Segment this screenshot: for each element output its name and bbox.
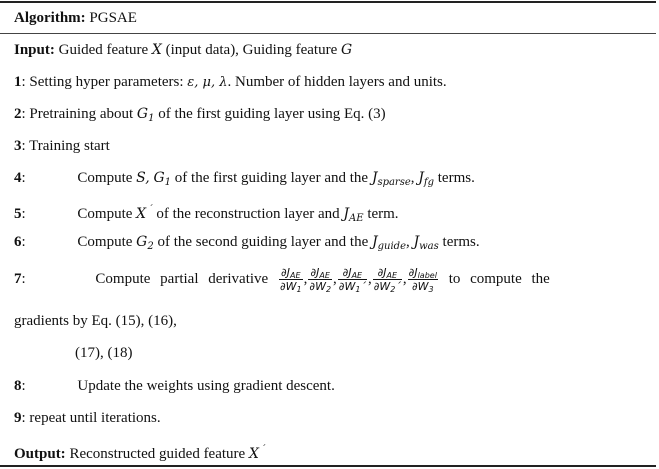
partial-derivative-4: $\frac{\partial J_{AE}}{\partial W_2´}$	[373, 266, 401, 294]
step-9	[14, 408, 161, 428]
step-number: 5	[14, 206, 22, 222]
step-text-2: of the reconstruction layer and	[156, 206, 340, 222]
j-sparse: $J_{sparse}$	[371, 170, 411, 188]
step-text-3: terms.	[437, 170, 475, 186]
var-g2: $G_2$	[136, 234, 154, 252]
input-text-2: (input data), Guiding feature	[165, 42, 338, 58]
output-line	[14, 440, 265, 464]
partial-derivative-1: $\frac{\partial J_{AE}}{\partial W_1}$	[279, 266, 302, 294]
step-text-2: of the first guiding layer using Eq. (3)	[158, 106, 386, 122]
step-4: 4: Compute S, $G_1$ of the first guiding layer and the $J_{sparse}$, $J_{fg}$ terms.	[14, 170, 475, 188]
j-guide: $J_{guide}$	[372, 234, 406, 252]
step-text-2: of the first guiding layer and the	[174, 170, 369, 186]
step-text-2: . Number of hidden layers and units.	[227, 74, 447, 90]
algorithm-header	[14, 8, 137, 28]
step-8: 8: Update the weights using gradient descent.	[14, 378, 335, 394]
step-number: 9	[14, 410, 22, 426]
output-label: Output:	[14, 446, 66, 462]
top-rule	[0, 1, 656, 3]
input-label: Input:	[14, 42, 55, 58]
step-text-3: terms.	[442, 234, 480, 250]
var-g1: $G_1$	[153, 170, 172, 188]
step-text-2: of the second guiding layer and the	[157, 234, 369, 250]
step-number: 1	[14, 74, 22, 90]
var-x-prime: X ´	[136, 205, 153, 222]
step-7-continuation: gradients by Eq. (15), (16),	[14, 313, 177, 329]
algorithm-label: Algorithm:	[14, 10, 86, 26]
var-x: X	[151, 42, 162, 58]
step-3	[14, 136, 110, 156]
step-text: : Pretraining about	[21, 106, 134, 122]
step-text: Update the weights using gradient descent.	[77, 378, 335, 394]
bottom-rule	[0, 465, 656, 467]
input-line	[14, 40, 352, 60]
step-number: 7	[14, 270, 22, 287]
step-text: : repeat until iterations.	[21, 410, 161, 426]
j-ae: $J_{AE}$	[343, 206, 364, 224]
step-text: : Training start	[21, 138, 110, 154]
step-text-3: term.	[367, 206, 399, 222]
step-number: 8	[14, 378, 22, 394]
step-number: 4	[14, 170, 22, 186]
partial-derivative-5: $\frac{\partial J_{label}}{\partial W_3}$	[408, 266, 437, 294]
step-6: 6: Compute $G_2$ of the second guiding layer and the $J_{guide}$, $J_{was}$ terms.	[14, 234, 480, 252]
partial-derivative-2: $\frac{\partial J_{AE}}{\partial W_2}$	[309, 266, 332, 294]
step-5: 5: Compute X ´ of the reconstruction layer and $J_{AE}$ term.	[14, 205, 399, 224]
step-7-continuation-2: (17), (18)	[75, 345, 133, 361]
header-rule	[0, 33, 656, 34]
j-was: $J_{was}$	[413, 234, 439, 252]
step-text: Compute	[77, 170, 133, 186]
step-number: 6	[14, 234, 22, 250]
step-text: Compute	[77, 206, 133, 222]
step-text-2: to compute the	[448, 270, 550, 287]
var-g1: $G_1$	[136, 106, 155, 124]
var-s: S,	[136, 170, 150, 186]
j-fg: $J_{fg}$	[418, 170, 434, 188]
var-g: G	[340, 42, 353, 58]
step-2	[14, 104, 386, 124]
hyper-params: ε, μ, λ	[187, 75, 228, 90]
algorithm-name: PGSAE	[89, 10, 137, 26]
var-x-prime: X ´	[248, 445, 266, 462]
output-text: Reconstructed guided feature	[69, 446, 246, 462]
step-text: Compute	[77, 234, 133, 250]
step-number: 3	[14, 138, 22, 154]
step-7: 7: Compute partial derivative $\frac{\partial J_{AE}}{\partial W_1}$ , $\frac{\partial J_{AE}}{\partial W_2}$ , $\frac{\partial J_{AE}}{\partial W_1´}$ , $\frac{\partial J_{AE}}{\partial W_2´}$ , $\frac{\partial J_{label}}{\partial W_3}$ to compute the	[14, 266, 550, 294]
step-number: 2	[14, 106, 22, 122]
step-text: : Setting hyper parameters:	[21, 74, 184, 90]
step-1	[14, 72, 447, 93]
input-text: Guided feature	[58, 42, 149, 58]
step-text: Compute partial derivative	[95, 270, 269, 287]
partial-derivative-3: $\frac{\partial J_{AE}}{\partial W_1´}$	[338, 266, 366, 294]
